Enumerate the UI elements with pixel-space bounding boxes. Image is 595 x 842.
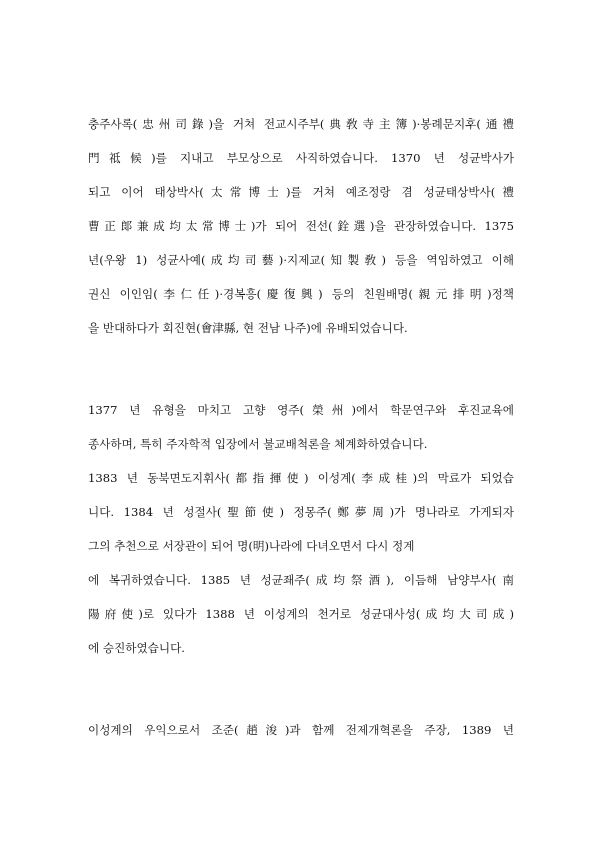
text-line: 1383 년 동북면도지휘사(都指揮使) 이성계(李成桂)의 막료가 되었습 <box>88 471 514 485</box>
text-line: 1377 년 유형을 마치고 고향 영주(榮州)에서 학문연구와 후진교육에 <box>88 403 514 417</box>
text-line: 되고 이어 태상박사(太常博士)를 거쳐 예조정랑 겸 성균태상박사(禮 <box>88 185 514 199</box>
text-line: 에 승진하였습니다. <box>88 641 185 655</box>
text-line: 門祗候)를 지내고 부모상으로 사직하였습니다. 1370 년 성균박사가 <box>88 151 514 165</box>
text-line: 그의 추천으로 서장관이 되어 명(明)나라에 다녀오면서 다시 정계 <box>88 539 415 553</box>
text-line: 니다. 1384 년 성절사(聖節使) 정몽주(鄭夢周)가 명나라로 가게되자 <box>88 505 514 519</box>
text-line: 년(우왕 1) 성균사예(成均司藝)·지제교(知製敎) 등을 역임하였고 이해 <box>88 253 514 267</box>
text-line: 이성계의 우익으로서 조준(趙浚)과 함께 전제개혁론을 주장, 1389 년 <box>88 723 514 737</box>
text-line: 을 반대하다가 회진현(會津縣, 현 전남 나주)에 유배되었습니다. <box>88 321 408 335</box>
text-line: 종사하며, 특히 주자학적 입장에서 불교배척론을 체계화하였습니다. <box>88 437 428 451</box>
text-line: 에 복귀하였습니다. 1385 년 성균좨주(成均祭酒), 이듬해 남양부사(南 <box>88 573 514 587</box>
text-line: 충주사록(忠州司錄)을 거쳐 전교시주부(典敎寺主簿)·봉례문지후(通禮 <box>88 117 514 131</box>
text-line: 陽府使)로 있다가 1388 년 이성계의 천거로 성균대사성(成均大司成) <box>88 607 514 621</box>
text-line: 권신 이인임(李仁任)·경복흥(慶復興) 등의 친원배명(親元排明)정책 <box>88 287 514 301</box>
text-line: 曹正郞兼成均太常博士)가 되어 전선(銓選)을 관장하였습니다. 1375 <box>88 219 514 233</box>
